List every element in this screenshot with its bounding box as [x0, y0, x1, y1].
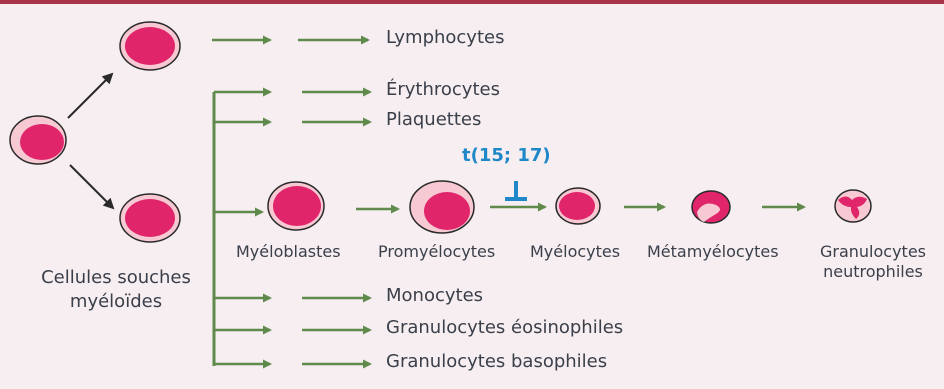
granulocytes-eosinophiles-label: Granulocytes éosinophiles: [386, 317, 624, 338]
promyelocyte-cell: [410, 181, 474, 233]
myeloid-progenitor-cell: [120, 194, 180, 242]
cellules-souches-line-2: myéloïdes: [69, 291, 163, 312]
erythrocytes-label: Érythrocytes: [386, 79, 500, 100]
metamyelocyte-cell: [692, 191, 730, 223]
neutrophil-granulocyte-cell: [835, 190, 871, 222]
monocytes-label: Monocytes: [386, 285, 484, 306]
promyelocytes-label: Promyélocytes: [378, 242, 496, 261]
myeloblastes-label: Myéloblastes: [236, 242, 341, 261]
stem-to-lymphoid-arrow: [68, 74, 112, 118]
granulocytes-neutrophiles-line-2: neutrophiles: [823, 262, 923, 281]
myeloblast-cell: [268, 182, 324, 230]
granulocytes-neutrophiles-line-1: Granulocytes: [819, 242, 926, 261]
stem-to-myeloid-arrow: [70, 165, 113, 208]
granulocytes-basophiles-label: Granulocytes basophiles: [386, 351, 608, 372]
cellules-souches-label: [16, 266, 216, 314]
myelocyte-cell: [556, 188, 600, 224]
metamyelocytes-label: Métamyélocytes: [647, 242, 779, 261]
myelocytes-label: Myélocytes: [530, 242, 621, 261]
translocation-block-icon: [505, 181, 527, 199]
stem-cell: [10, 116, 66, 164]
granulocytes-neutrophiles-label: [808, 242, 938, 282]
plaquettes-label: Plaquettes: [386, 109, 482, 130]
translocation-label: t(15; 17): [462, 145, 551, 166]
lymphoid-progenitor-cell: [120, 22, 180, 70]
cellules-souches-line-1: Cellules souches: [41, 267, 191, 288]
lymphocytes-label: Lymphocytes: [386, 27, 505, 48]
